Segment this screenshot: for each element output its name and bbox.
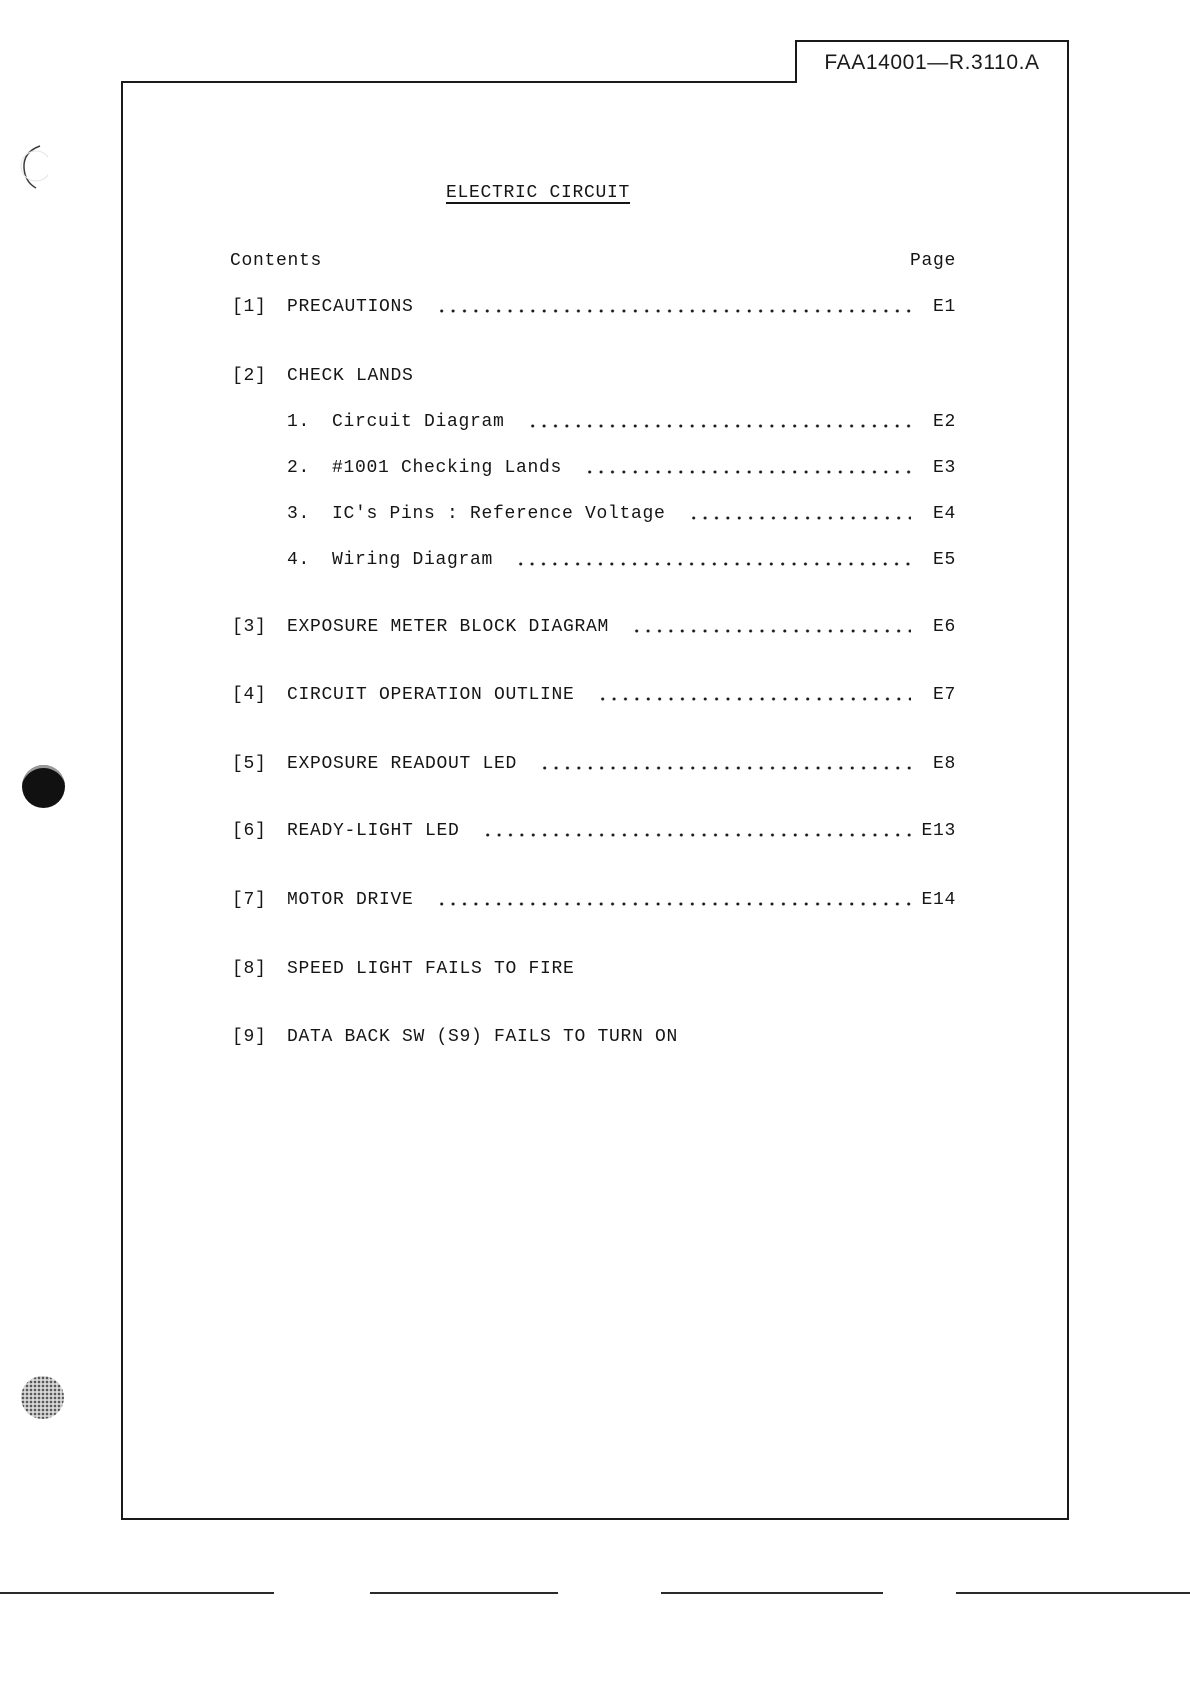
toc-sub-entry-label: #1001 Checking Lands <box>332 458 563 478</box>
dot-leader <box>597 683 911 707</box>
trim-line-segment <box>0 1592 274 1594</box>
toc-sub-entry-label: Circuit Diagram <box>332 412 505 432</box>
toc-sub-entry-label: IC's Pins : Reference Voltage <box>332 504 666 524</box>
trim-line-segment <box>956 1592 1190 1594</box>
toc-header-row <box>230 249 956 273</box>
toc-entry-page: E14 <box>921 890 956 910</box>
toc-entry <box>232 683 956 707</box>
toc-sub-entry-page: E4 <box>932 504 956 524</box>
toc-entry-number: [1] <box>232 297 267 317</box>
toc-sub-entry-page: E5 <box>932 550 956 570</box>
toc-entry-number: [4] <box>232 685 267 705</box>
toc-sub-entry <box>232 456 956 480</box>
toc-entry <box>232 888 956 912</box>
toc-entry-page: E6 <box>932 617 956 637</box>
toc-entry-page: E8 <box>932 754 956 774</box>
toc-entry-page: E7 <box>932 685 956 705</box>
toc-sub-entry <box>232 502 956 526</box>
binder-hole-dark <box>22 765 65 808</box>
binder-hole-speckled <box>21 1376 64 1419</box>
contents-heading: Contents <box>230 251 323 271</box>
toc-entry-label: SPEED LIGHT FAILS TO FIRE <box>287 959 575 979</box>
toc-entry-label: EXPOSURE METER BLOCK DIAGRAM <box>287 617 610 637</box>
toc-entry <box>232 957 956 981</box>
trim-line-segment <box>370 1592 558 1594</box>
toc-entry-label: CHECK LANDS <box>287 366 414 386</box>
document-code-box <box>795 40 1069 83</box>
dot-leader <box>515 548 911 572</box>
dot-leader <box>584 456 911 480</box>
toc-sub-entry-number: 1. <box>287 412 311 432</box>
toc-entry-number: [9] <box>232 1027 267 1047</box>
toc-entry-label: EXPOSURE READOUT LED <box>287 754 518 774</box>
toc-entry-number: [7] <box>232 890 267 910</box>
dot-leader <box>631 615 911 639</box>
toc-entry-page: E13 <box>921 821 956 841</box>
toc-entry-label: READY-LIGHT LED <box>287 821 460 841</box>
binder-hole-arc-mark <box>18 142 48 192</box>
toc-entry-label: PRECAUTIONS <box>287 297 414 317</box>
dot-leader <box>436 295 911 319</box>
toc-entry <box>232 1025 956 1049</box>
dot-leader <box>527 410 911 434</box>
toc-entry-label: DATA BACK SW (S9) FAILS TO TURN ON <box>287 1027 679 1047</box>
toc-sub-entry-number: 4. <box>287 550 311 570</box>
toc-entry <box>232 752 956 776</box>
toc-entry-number: [6] <box>232 821 267 841</box>
toc-entry <box>232 615 956 639</box>
toc-entry-label: CIRCUIT OPERATION OUTLINE <box>287 685 575 705</box>
trim-line-segment <box>661 1592 883 1594</box>
toc-sub-entry-number: 3. <box>287 504 311 524</box>
document-code: FAA14001—R.3110.A <box>824 50 1040 74</box>
dot-leader <box>539 752 911 776</box>
toc-entry <box>232 295 956 319</box>
toc-entry-number: [5] <box>232 754 267 774</box>
toc-sub-entry-number: 2. <box>287 458 311 478</box>
toc-sub-entry <box>232 410 956 434</box>
page-heading: Page <box>909 251 956 271</box>
toc-entry-page: E1 <box>932 297 956 317</box>
toc-entry <box>232 364 956 388</box>
toc-sub-entry-page: E2 <box>932 412 956 432</box>
toc-sub-entry <box>232 548 956 572</box>
toc-sub-entry-page: E3 <box>932 458 956 478</box>
toc-entry-number: [2] <box>232 366 267 386</box>
page-title: ELECTRIC CIRCUIT <box>446 183 631 203</box>
toc-entry <box>232 819 956 843</box>
toc-sub-entry-label: Wiring Diagram <box>332 550 494 570</box>
dot-leader <box>688 502 911 526</box>
dot-leader <box>436 888 911 912</box>
toc-entry-label: MOTOR DRIVE <box>287 890 414 910</box>
toc-entry-number: [3] <box>232 617 267 637</box>
toc-entry-number: [8] <box>232 959 267 979</box>
dot-leader <box>482 819 911 843</box>
